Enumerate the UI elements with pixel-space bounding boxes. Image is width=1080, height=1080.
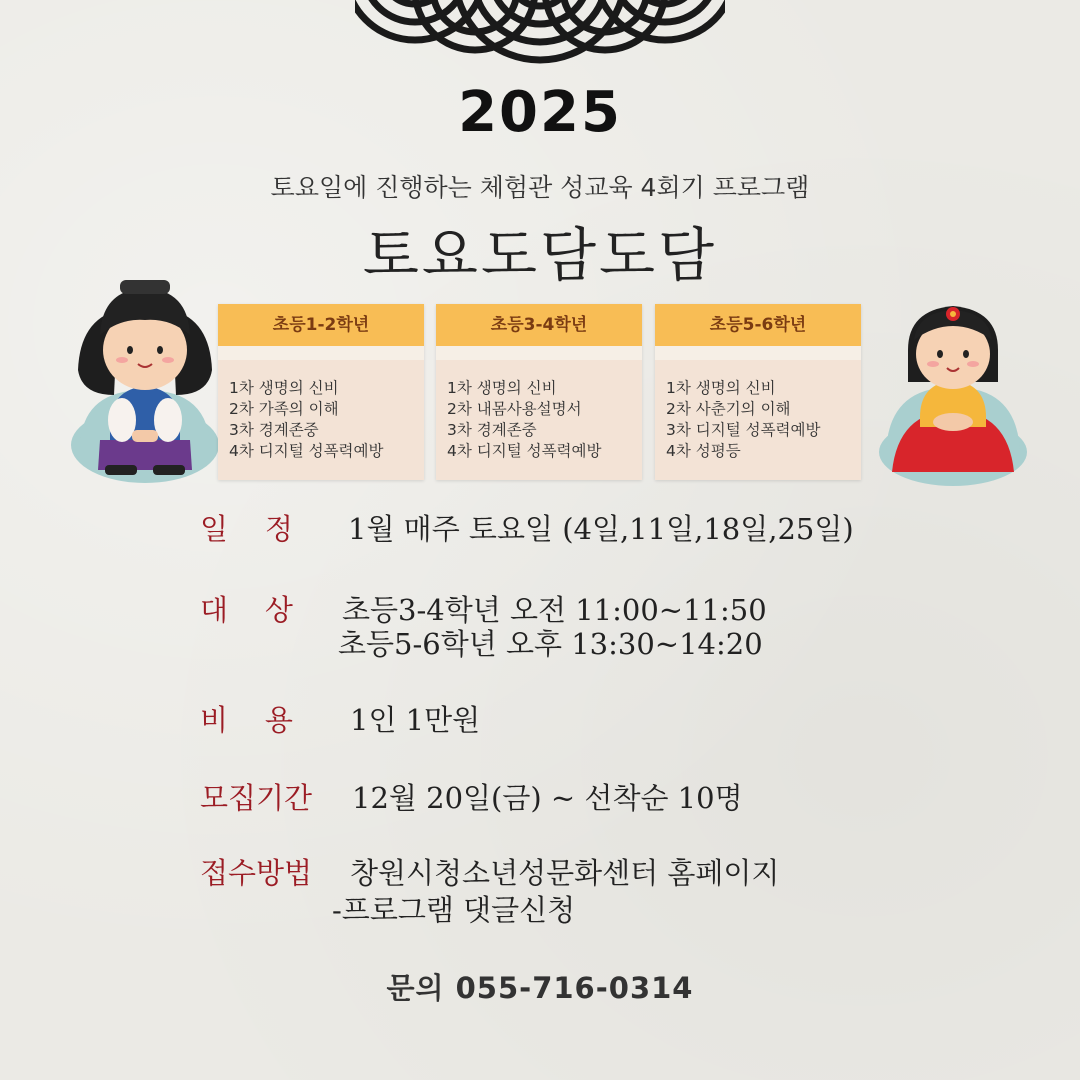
recruit-label: 모집기간 — [200, 781, 313, 815]
contact-phone: 문의 055-716-0314 — [386, 971, 694, 1005]
session-item: 1차 생명의 신비 — [447, 379, 557, 397]
card-session-list — [436, 360, 642, 462]
target-line-2: 초등5-6학년 오후 13:30~14:20 — [338, 627, 763, 661]
schedule-label: 일 정 — [200, 512, 293, 546]
year-heading: 2025 — [458, 80, 622, 145]
session-item: 4차 디지털 성폭력예방 — [229, 442, 384, 460]
card-session-list — [655, 360, 861, 462]
session-item: 1차 생명의 신비 — [229, 379, 339, 397]
recruit-value: 12월 20일(금) ~ 선착순 10명 — [352, 781, 743, 815]
card-divider — [218, 346, 424, 360]
card-session-list — [218, 360, 424, 462]
card-divider — [655, 346, 861, 360]
program-card-grade-1-2 — [218, 304, 424, 480]
session-item: 3차 디지털 성폭력예방 — [666, 421, 821, 439]
program-title: 토요도담도담 — [362, 221, 718, 289]
schedule-value: 1월 매주 토요일 (4일,11일,18일,25일) — [348, 512, 854, 546]
target-line-1: 초등3-4학년 오전 11:00~11:50 — [342, 593, 767, 627]
girl-hanbok-icon — [878, 292, 1028, 487]
boy-hanbok-icon — [70, 280, 220, 485]
session-item: 4차 성평등 — [666, 442, 741, 460]
apply-label: 접수방법 — [200, 856, 313, 890]
session-item: 2차 가족의 이해 — [229, 400, 339, 418]
apply-line-1: 창원시청소년성문화센터 홈페이지 — [350, 856, 780, 890]
program-card-grade-3-4 — [436, 304, 642, 480]
card-grade-label: 초등1-2학년 — [218, 304, 424, 346]
card-divider — [436, 346, 642, 360]
session-item: 2차 사춘기의 이해 — [666, 400, 791, 418]
session-item: 2차 내몸사용설명서 — [447, 400, 582, 418]
knot-ornament-icon — [355, 0, 725, 80]
session-item: 4차 디지털 성폭력예방 — [447, 442, 602, 460]
program-subtitle: 토요일에 진행하는 체험관 성교육 4회기 프로그램 — [270, 173, 810, 202]
session-item: 3차 경계존중 — [229, 421, 319, 439]
apply-line-2: -프로그램 댓글신청 — [332, 893, 576, 927]
session-item: 3차 경계존중 — [447, 421, 537, 439]
card-grade-label: 초등5-6학년 — [655, 304, 861, 346]
cost-value: 1인 1만원 — [350, 703, 481, 737]
cost-label: 비 용 — [200, 703, 293, 737]
target-label: 대 상 — [200, 593, 293, 627]
card-grade-label: 초등3-4학년 — [436, 304, 642, 346]
program-card-grade-5-6 — [655, 304, 861, 480]
session-item: 1차 생명의 신비 — [666, 379, 776, 397]
